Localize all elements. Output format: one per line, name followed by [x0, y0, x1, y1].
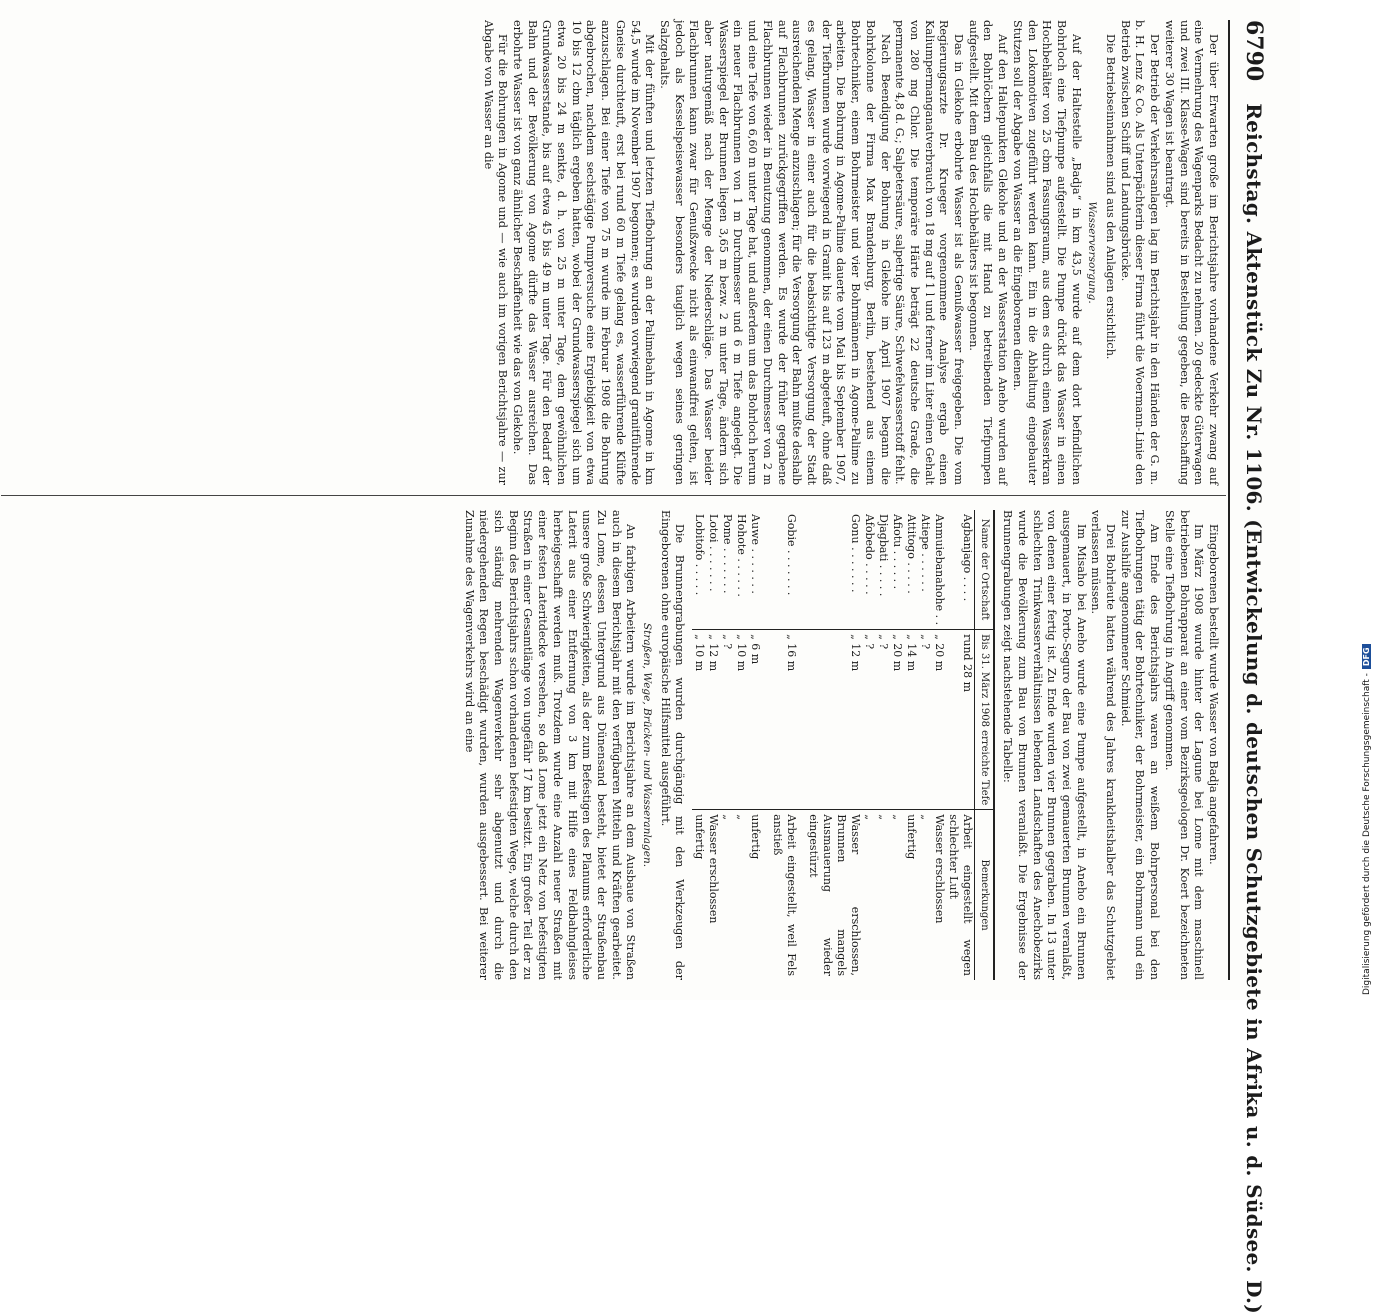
well-results-table	[692, 510, 995, 980]
cell-locality: Auwe . . . . . . .	[749, 514, 763, 594]
cell-depth: „ 10 m	[692, 630, 706, 810]
paragraph: Der über Erwarten große im Berichtsjahre vorhandene Verkehr zwang auf eine Vermehrung des Wagenparks Bedacht zu nehmen. 20 gedeckte Güterwagen und zwei III. Klasse-Wagen sind bereits in Bestellung gegeben, die Beschaffung weiterer 30 Wagen ist beantragt.	[1162, 20, 1220, 485]
cell-remarks: unfertig	[749, 814, 763, 860]
cell-remarks: Arbeit eingestellt wegen schlechter Luft	[947, 814, 975, 976]
dfg-logo: DFG	[1362, 644, 1371, 669]
cell-remarks: „	[877, 814, 891, 820]
cell-depth: „ ?	[720, 630, 734, 810]
left-column	[480, 20, 1220, 485]
cell-remarks: „	[721, 814, 735, 820]
table-body	[692, 510, 975, 980]
paragraph: Nach Beendigung der Bohrung in Glekohe im April 1907 begann die Bohrkolonne der Firma Max Brandenburg, Berlin, bestehend aus einem Bohrtechniker, einem Bohrmeister und vier Bohrmännern in Agome-Palime zu arbeiten. Die Bohrung in Agome-Palime dauerte vom Mai bis September 1907, der Tiefbrunnen wurde vorwiegend in Granit bis auf 123 m abgeteuft, ohne daß es gelang, Wasser in einer auch für die beabsichtigte Versorgung der Stadt ausreichenden Menge anzuschlagen; für die Versorgung der Bahn mußte deshalb auf Flachbrunnen zurückgegriffen werden. Es wurde der früher gegrabene Flachbrunnen wieder in Benutzung genommen, der einen Durchmesser von 2 m und eine Tiefe von 6,60 m unter Tage hat, und außerdem um das Bohrloch herum ein neuer Flachbrunnen von 1 m Durchmesser und 6 m Tiefe angelegt. Die Wasserspiegel der Brunnen liegen 3,65 m bezw. 2 m unter Tage, ändern sich aber naturgemäß nach der Menge der Niederschläge. Das Wasser beider Flachbrunnen kann zwar für Genußzwecke nicht als einwandfrei gelten, ist jedoch als Kesselspeisewasser besonders tauglich wegen seines geringen Salzgehalts.	[657, 20, 892, 485]
section-heading: Wasserversorgung.	[1086, 201, 1099, 304]
paragraph: An farbigen Arbeitern wurde im Berichtsjahre an dem Ausbaue von Straßen auch in diesem Berichtsjahr mit den verfügbaren Mitteln und Kräften gearbeitet. Zu Lome, dessen Untergrund aus Dünensand besteht, bietet der Straßenbau unsere große Schwierigkeiten, als der zum Befestigen des Planums erforderliche Laterit aus einer Entfernung von 3 km mit Hilfe eines Feldbahngleises herbeigeschafft werden muß. Trotzdem wurde eine Anzahl neuer Straßen mit einer festen Lateritdecke versehen, so daß Lome jetzt ein Netz von befestigten Straßen in einer Gesamtlänge von ungefähr 17 km besitzt. Ein großer Teil der zu Beginn des Berichtsjahrs schon vorhandenen befestigten Wege, welche durch den sich ständig mehrenden Wagenverkehr sehr abgenutzt und durch die niedergehenden Regen beschädigt wurden, wurden ausgebessert. Bei weiterer Zunahme des Wagenverkehrs wird an eine	[462, 510, 638, 980]
table-row	[946, 510, 975, 980]
paragraph: Auf der Haltestelle „Badja“ in km 43,5 wurde auf dem dort befindlichen Bohrloch eine Tiefpumpe aufgestellt. Die Pumpe drückt das Wasser in einen Hochbehälter von 25 cbm Fassungsraum, aus dem es durch einen Wasserkran den Lokomotiven zugeführt werden kann. Ein in die Abhaltung eingebauter Stutzen soll der Abgabe von Wasser an die Eingeborenen dienen.	[1010, 20, 1083, 485]
cell-depth: „ 14 m	[904, 630, 918, 810]
cell-locality: Attitogo . . . . .	[905, 514, 919, 594]
paragraph: Auf den Haltepunkten Glekohe und an der Wasserstation Aneho wurden auf den Bohrlöchern gleichfalls die mit Hand zu betreibenden Tiefpumpen aufgestellt. Mit dem Bau des Hochbehälters ist begonnen.	[966, 20, 1010, 485]
paragraph: Eingeborenen bestellt wurde Wasser von Badja angefahren.	[1207, 524, 1220, 865]
section-heading: Straßen, Wege, Brücken- und Wasseranlagen.	[641, 622, 654, 868]
cell-remarks: Arbeit eingestellt, weil Fels anstieß	[771, 814, 799, 976]
paragraph: Am Ende des Berichtsjahrs waren an weißem Bohrpersonal bei den Tiefbohrungen tätig der Bohrtechniker, der Bohrmeister, ein Bohrmann und ein zur Aushilfe angenommener Schmied.	[1118, 510, 1162, 980]
paragraph: Im Misaho bei Aneho wurde eine Pumpe aufgestellt, in Aneho ein Brunnen ausgemauert, in Porto-Seguro der Bau von zwei gemauerten Brunnen veranlaßt, von denen einer fertig ist. Zu Ende wurden vier Brunnen gegraben. In 13 unter schlechten Trinkwasserverhältnissen lebenden Landschaften des Anechobezirks wurde die Bevölkerung zum Bau von Brunnen veranlaßt. Die Ergebnisse der Brunnengrabungen zeigt nachstehende Tabelle:	[1001, 510, 1088, 980]
cell-locality: Lotoi . . . . . . .	[707, 514, 721, 592]
table-header-locality: Name der Ortschaft	[975, 510, 995, 630]
table-row	[720, 510, 734, 980]
cell-remarks: Wasser erschlossen	[933, 814, 947, 924]
cell-depth: „ 10 m	[734, 630, 748, 810]
table-row	[890, 510, 904, 980]
paragraph: Der Betrieb der Verkehrsanlagen lag im Berichtsjahr in den Händen der G. m. b. H. Lenz & Co. Als Unterpächterin dieser Firma führt die Woermann-Linie den Betrieb zwischen Schiff und Landungsbrücke.	[1118, 20, 1162, 485]
table-row	[806, 510, 862, 980]
footer-text: Digitalisierung gefördert durch die Deutsche Forschungsgemeinschaft -	[1362, 673, 1372, 995]
cell-depth: „ ?	[876, 630, 890, 810]
cell-locality: Atiepe . . . . . .	[919, 514, 933, 592]
table-header-depth: Bis 31. März 1908 erreichte Tiefe	[975, 630, 995, 810]
cell-remarks: „	[919, 814, 933, 820]
cell-remarks: „	[863, 814, 877, 820]
page-number: 6790	[1241, 20, 1267, 82]
paragraph: Mit der fünften und letzten Tiefbohrung an der Palimebahn in Agome in km 54,5 wurde im November 1907 begonnen; es wurden vorwiegend granitführende Gneise durchteuft, erst bei rund 60 m Tiefe gelang es, wasserführende Klüfte anzuschlagen. Bei einer Tiefe von 75 m wurde im Februar 1908 die Bohrung abgebrochen, nachdem sechstägige Pumpversuche eine Ergiebigkeit von etwa 10 bis 12 cbm täglich ergeben hatten, wobei der Grundwasserspiegel sich um etwa 20 bis 24 m senkte, d. h. von 25 m unter Tage, dem gewöhnlichen Grundwasserstande, bis auf etwa 45 bis 49 m unter Tage. Für den Bedarf der Bahn und der Bevölkerung von Agome dürfte das Wasser ausreichen. Das erbohrte Wasser ist von ganz ähnlicher Beschaffenheit wie das von Glekohe.	[510, 20, 657, 485]
table-row	[734, 510, 748, 980]
cell-locality: Hohote . . . . . .	[735, 514, 749, 597]
cell-depth: „ 12 m	[806, 630, 862, 810]
cell-depth: „ 16 m	[770, 630, 806, 810]
table-row	[692, 510, 706, 980]
cell-locality: Anmuiebanahohe . .	[933, 514, 947, 626]
table-header-remarks: Bemerkungen	[975, 810, 995, 980]
table-row	[748, 510, 770, 980]
cell-depth: „ 20 m	[932, 630, 946, 810]
column-divider	[1, 495, 1226, 496]
digitization-footer	[1362, 644, 1372, 995]
cell-locality: Gobie . . . . . . .	[785, 514, 799, 596]
cell-remarks: „	[891, 814, 905, 820]
cell-depth: „ 20 m	[890, 630, 904, 810]
cell-locality: Djagbati . . . . .	[877, 514, 891, 597]
paragraph: Die Betriebseinnahmen sind aus den Anlagen ersichtlich.	[1104, 34, 1118, 360]
cell-depth: „ 12 m	[706, 630, 720, 810]
cell-remarks: unfertig	[905, 814, 919, 860]
paragraph: Im März 1908 wurde hinter der Lagune bei Lome mit dem maschinell betriebenen Bohrapparat an einer vom Bezirksgeologen Dr. Koert bezeichneten Stelle eine Tiefbohrung in Angriff genommen.	[1162, 510, 1206, 980]
cell-depth: rund 28 m	[946, 630, 975, 810]
cell-locality: Agbanjago . . . .	[961, 514, 975, 602]
cell-remarks: unfertig	[693, 814, 707, 860]
table-row	[862, 510, 876, 980]
table-row	[706, 510, 720, 980]
cell-locality: Afobedo . . . . .	[863, 514, 877, 595]
cell-remarks: „	[735, 814, 749, 820]
paragraph: Drei Bohrleute hatten während des Jahres krankheitshalber das Schutzgebiet verlassen müssen.	[1089, 510, 1118, 980]
table-row	[770, 510, 806, 980]
table-row	[876, 510, 890, 980]
table-row	[932, 510, 946, 980]
running-title: Reichstag. Aktenstück Zu Nr. 1106. (Entwickelung d. deutschen Schutzgebiete in Afrika u. d. Südsee. D.)	[1242, 103, 1266, 1314]
right-column	[461, 510, 1220, 980]
paragraph: Die Brunnengrabungen wurden durchgängig mit den Werkzeugen der Eingeborenen ohne europäische Hilfsmittel ausgeführt.	[658, 510, 687, 980]
table-row	[904, 510, 918, 980]
paragraph: Für die Bohrungen in Agome und — wie auch im vorigen Berichtsjahre — zur Abgabe von Wasser an die	[481, 20, 510, 485]
cell-remarks: Wasser erschlossen, Brunnen mangels Ausmauerung wieder eingestürzt	[807, 814, 863, 976]
cell-locality: Gonu . . . . . . .	[849, 514, 863, 593]
cell-depth: „ 6 m	[748, 630, 770, 810]
cell-locality: Pome . . . . . . .	[721, 514, 735, 594]
table-row	[918, 510, 932, 980]
cell-depth: „ ?	[862, 630, 876, 810]
paragraph: Das in Glekohe erbohrte Wasser ist als Genußwasser freigegeben. Die vom Regierungsarzte Dr. Krueger vorgenommene Analyse ergab einen Kaliumpermanganatverbrauch von 18 mg auf 1 l und ferner im Liter einen Gehalt von 280 mg Chlor. Die temporäre Härte beträgt 22 deutsche Grade, die permanente 4,8 d. G.; Salpetersäure, salpetrige Säure, Schwefelwasserstoff fehlt.	[893, 20, 966, 485]
page-header	[1228, 20, 1278, 1314]
cell-remarks: Wasser erschlossen	[707, 814, 721, 924]
cell-locality: Lobitofo . . . . .	[693, 514, 707, 596]
cell-locality: Afiotu . . . . . .	[891, 514, 905, 590]
cell-depth: „ ?	[918, 630, 932, 810]
